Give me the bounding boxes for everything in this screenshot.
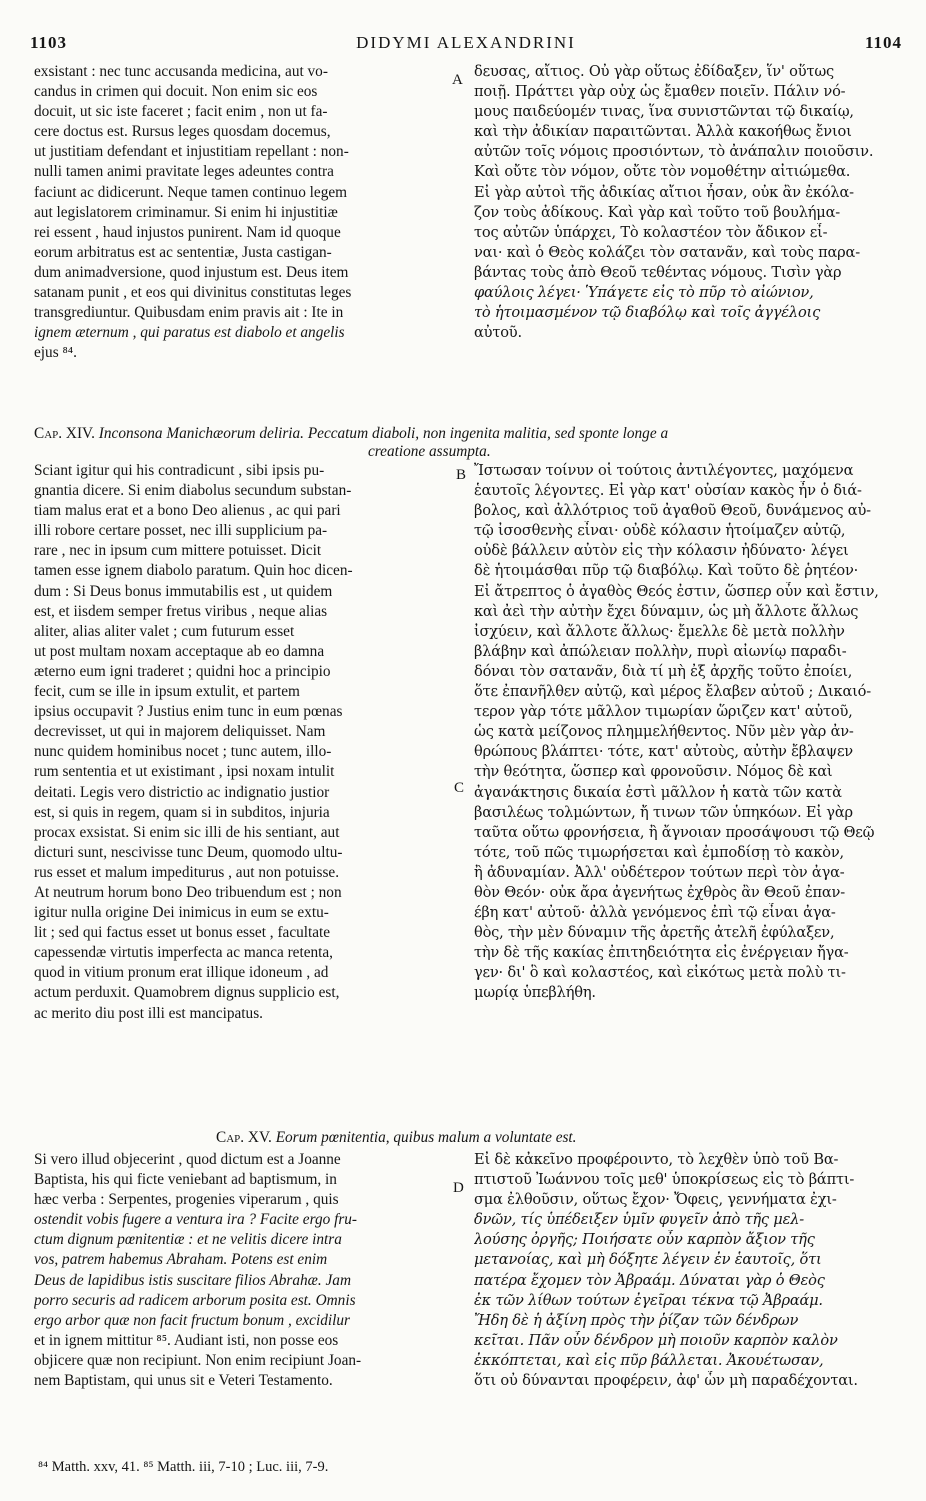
text-line: aut legislatorem criminamur. Si enim hi injustitiæ — [34, 203, 338, 221]
text-line: capessendæ virtutis imperfecta ac manca retenta, — [34, 944, 333, 962]
text-line: docuit, ut sic iste faceret ; facit enim , non ut fa- — [34, 103, 328, 121]
text-line: καὶ τὴν ἀδικίαν παραιτῶνται. Ἀλλὰ κακοήθως ἔνιοι — [474, 123, 852, 141]
text-line: est, si quis in regem, quam si in subditos, injuria — [34, 803, 330, 821]
text-line: αὐτοῦ. — [474, 324, 522, 342]
latin-column-section-d — [34, 1150, 446, 1391]
text-line: ἑαυτοῖς λέγοντες. Εἰ γὰρ κατ' οὐσίαν κακὸς ἦν ὁ διά- — [474, 482, 862, 500]
text-line: fecit, cum se ille in ipsum extulit, et partem — [34, 683, 300, 701]
text-line: hæc verba : Serpentes, progenies viperarum , quis — [34, 1191, 339, 1209]
text-line: nem Baptistam, qui unus sit e Veteri Testamento. — [34, 1372, 333, 1390]
text-line: θὸν Θεόν· οὐκ ἄρα ἀγενήτως ἐχθρὸς ἂν Θεοῦ ἐπαν- — [474, 883, 845, 901]
chapter-title: Eorum pœnitentia, quibus malum a voluntate est. — [275, 1129, 577, 1146]
text-line: πατέρα ἔχομεν τὸν Ἀβραάμ. Δύναται γὰρ ὁ Θεὸς — [474, 1271, 825, 1289]
text-line: candus in crimen qui docuit. Non enim sic eos — [34, 83, 318, 101]
text-line: objicere quæ non recipiunt. Non enim recipiunt Joan- — [34, 1351, 362, 1369]
text-line: βάντας τοὺς ἀπὸ Θεοῦ τεθέντας νόμους. Τισὶν γὰρ — [474, 263, 842, 281]
text-line: porro securis ad radicem arborum posita est. Omnis — [34, 1291, 356, 1309]
text-line: καὶ ἀεὶ τὴν αὐτὴν ἔχει δύναμιν, ὡς μὴ ἄλλοτε ἄλλως — [474, 602, 859, 620]
text-line: aliter, alias aliter valet ; cum futurum esset — [34, 622, 295, 640]
text-line: illi robore certare posset, nec illi supplicium pa- — [34, 522, 328, 540]
chapter-number: Cap. XV. — [216, 1129, 272, 1146]
text-line: μους παιδεύομέν τινας, ἵνα συνιστῶνται τῷ δικαίῳ, — [474, 103, 854, 121]
text-line: At neutrum horum bono Deo tribuendum est ; non — [34, 883, 342, 901]
text-line: μετανοίας, καὶ μὴ δόξητε λέγειν ἐν ἑαυτοῖς, ὅτι — [474, 1251, 822, 1269]
text-line: Εἰ δὲ κἀκεῖνο προφέροιντο, τὸ λεχθὲν ὑπὸ τοῦ Βα- — [474, 1151, 839, 1168]
text-line: rus esset et malum impediturus , aut non potuisse. — [34, 863, 340, 881]
text-line: gnantia dicere. Si enim diabolus secundum substan- — [34, 482, 352, 500]
text-line: igitur nulla origine Dei inimicus in eum se extu- — [34, 904, 329, 922]
text-line: ἐκ τῶν λίθων τούτων ἐγεῖραι τέκνα τῷ Ἀβραάμ. — [474, 1291, 823, 1309]
page-number-left: 1103 — [30, 33, 68, 52]
text-line: πτιστοῦ Ἰωάννου τοῖς μεθ' ὑποκρίσεως εἰς τὸ βάπτι- — [474, 1171, 855, 1189]
text-line: έβη κατ' αὐτοῦ· ἀλλὰ γενόμενος ἐπὶ τῷ εἶναι ἀγα- — [474, 904, 836, 922]
text-line: σμα ἐλθοῦσιν, οὕτως ἔχον· Ὄφεις, γεννήματα ἐχι- — [474, 1191, 837, 1209]
text-line: τότε, τοῦ πῶς τιμωρήσεται καὶ ἐμποδίσῃ τὸ κακὸν, — [474, 843, 844, 861]
text-line: lit ; sed qui factus esset ut bonus esset , facultate — [34, 924, 331, 942]
text-line: rum sententia et ut existimant , ipsi noxam intulit — [34, 763, 335, 781]
text-line: rei essent , haud injustos punirent. Nam id quoque — [34, 223, 341, 241]
text-line: Ἤδη δὲ ἡ ἀξίνη πρὸς τὴν ῥίζαν τῶν δένδρων — [474, 1311, 799, 1329]
text-line: Εἰ γὰρ αὐτοὶ τῆς ἀδικίας αἴτιοι ἦσαν, οὐκ ἂν ἐκόλα- — [474, 183, 854, 201]
chapter-title-continued: creatione assumpta. — [368, 443, 491, 460]
text-line: τὸ ἡτοιμασμένον τῷ διαβόλῳ καὶ τοῖς ἀγγέλοις — [474, 304, 821, 322]
text-line: Deus de lapidibus istis suscitare filios Abrahæ. Jam — [34, 1271, 351, 1289]
latin-column-section-b — [34, 461, 446, 1024]
text-line: vos, patrem habemus Abraham. Potens est enim — [34, 1251, 328, 1269]
text-line: ostendit vobis fugere a ventura ira ? Facite ergo fru- — [34, 1211, 358, 1229]
text-line: βασιλέως τολμώντων, ἤ τινων τῶν ὑπηκόων. Εἰ γὰρ — [474, 803, 853, 821]
text-line: dum : Si Deus bonus immutabilis est , ut quidem — [34, 582, 333, 600]
section-marker-b: B — [456, 467, 467, 483]
text-line: ποιῇ. Πράττει γὰρ οὐχ ὡς ἔμαθεν ποιεῖν. Πάλιν νό- — [474, 83, 846, 101]
text-line: ὡς κατὰ μείζονος πλημμελήθεντος. Νῦν μὲν γὰρ ἀν- — [474, 723, 854, 741]
chapter-number: Cap. XIV. — [34, 425, 95, 442]
text-line: δευσας, αἴτιος. Οὐ γὰρ οὕτως ἐδίδαξεν, ἵν' οὕτως — [474, 63, 834, 80]
chapter-heading-14-continued — [368, 442, 491, 461]
text-line: ἀγανάκτησις δικαία ἐστὶ μᾶλλον ἡ κατὰ τῶν κατὰ — [474, 783, 842, 801]
section-marker-a: A — [452, 72, 463, 88]
text-line: ut post multam noxam acceptaque ab eo damna — [34, 642, 325, 660]
text-line: actum perduxit. Quamobrem dignus supplicio est, — [34, 984, 340, 1002]
text-line: οὐδὲ βάλλειν αὐτὸν εἰς τὴν κόλασιν ἠδύνατο· λέγει — [474, 542, 849, 560]
text-line: ignem æternum , qui paratus est diabolo et angelis — [34, 324, 345, 342]
greek-column-section-d — [474, 1150, 904, 1391]
text-line: βολος, καὶ ἀλλότριος τοῦ ἀγαθοῦ Θεοῦ, δυνάμενος αὐ- — [474, 502, 871, 520]
text-line: et in ignem mittitur ⁸⁵. Audiant isti, non posse eos — [34, 1331, 339, 1349]
text-line: Sciant igitur qui his contradicunt , sibi ipsis pu- — [34, 462, 325, 479]
section-marker-c: C — [454, 780, 465, 796]
text-line: ζον τοὺς ἀδίκους. Καὶ γὰρ καὶ τοῦτο τοῦ βουλήμα- — [474, 203, 840, 221]
text-line: dicturi sunt, nescivisse tunc Deum, quomodo ultu- — [34, 843, 343, 861]
text-line: procax exsistat. Si enim sic illi de his sentiant, aut — [34, 823, 340, 841]
section-marker-d: D — [453, 1180, 464, 1196]
text-line: φαύλοις λέγει· Ὑπάγετε εἰς τὸ πῦρ τὸ αἰώνιον, — [474, 284, 814, 302]
text-line: Si vero illud objecerint , quod dictum est a Joanne — [34, 1151, 341, 1168]
text-line: δόναι τὸν σατανᾶν, διὰ τί μὴ ἐξ ἀρχῆς τοῦτο ἐποίει, — [474, 662, 853, 680]
text-line: ναι· καὶ ὁ Θεὸς κολάζει τὸν σατανᾶν, καὶ τοὺς παρα- — [474, 243, 860, 261]
text-line: nulli tamen animi pravitate leges adeuntes contra — [34, 163, 334, 181]
text-line: θὸς, τὴν μὲν δύναμιν τῆς ἀρετῆς ἀτελῆ ἐφύλαξεν, — [474, 924, 835, 942]
text-line: Baptista, his qui ficte veniebant ad baptismum, in — [34, 1171, 337, 1189]
text-line: γεν· δι' ὃ καὶ κολαστέος, καὶ εἰκότως μετὰ πολὺ τι- — [474, 964, 846, 982]
text-line: æterno eum igni traderet ; quidni hoc a principio — [34, 662, 331, 680]
text-line: τερον γὰρ τότε μᾶλλον τιμωρίαν ὥριζεν κατ' αὐτοῦ, — [474, 703, 853, 721]
greek-column-section-a — [474, 62, 904, 343]
text-line: μωρίᾳ ὑπεβλήθη. — [474, 984, 596, 1002]
chapter-heading-15 — [216, 1128, 577, 1147]
text-line: θρώπους βλάπτει· τότε, κατ' αὐτοὺς, αὐτὴν ἔβλαψεν — [474, 743, 853, 761]
text-line: δνῶν, τίς ὑπέδειξεν ὑμῖν φυγεῖν ἀπὸ τῆς μελ- — [474, 1211, 804, 1229]
latin-column-section-a — [34, 62, 446, 363]
text-line: τὴν θεότητα, ὥσπερ καὶ φρονοῦσιν. Νόμος δὲ καὶ — [474, 763, 833, 781]
text-line: ctum dignum pœnitentiæ : et ne velitis dicere intra — [34, 1231, 342, 1249]
text-line: τῷ ἰσοσθενὴς εἶναι· οὐδὲ κόλασιν ἡτοίμαζεν αὐτῷ, — [474, 522, 846, 540]
text-line: ipsius occupavit ? Justius enim tunc in eum pœnas — [34, 703, 343, 721]
text-line: ejus ⁸⁴. — [34, 344, 77, 362]
text-line: τὴν δὲ τῆς κακίας ἐπιτηδειότητα εἰς ἐνέργειαν ἤγα- — [474, 944, 849, 962]
text-line: cere doctus est. Rursus leges quosdam docemus, — [34, 123, 331, 141]
text-line: tamen esse ignem diabolo paratum. Quin hoc dicen- — [34, 562, 353, 580]
text-line: τος αὐτῶν ὑπάρχει, Τὸ κολαστέον τὸν ἄδικον εἶ- — [474, 223, 828, 241]
text-line: ὅτε ἐπανῆλθεν αὐτῷ, καὶ μέρος ἔλαβεν αὐτοῦ ; Δικαιό- — [474, 683, 871, 701]
text-line: ac merito diu post illi est mancipatus. — [34, 1004, 263, 1022]
footnotes: ⁸⁴ Matth. xxv, 41. ⁸⁵ Matth. iii, 7-10 ; Luc. iii, 7-9. — [38, 1459, 329, 1475]
text-line: ergo arbor quæ non facit fructum bonum , excidilur — [34, 1311, 350, 1329]
text-line: nunc quidem hominibus nocet ; tunc autem, illo- — [34, 743, 332, 761]
text-line: ἢ ἀδυναμίαν. Ἀλλ' οὐδέτερον τούτων περὶ τὸν ἀγα- — [474, 863, 845, 881]
text-line: λούσης ὀργῆς; Ποιήσατε οὖν καρπὸν ἄξιον τῆς — [474, 1231, 815, 1249]
text-line: ταῦτα οὕτω φρονήσεια, ἢ ἄγνοιαν προσάψουσι τῷ Θεῷ — [474, 823, 875, 841]
text-line: ἐκκόπτεται, καὶ εἰς πῦρ βάλλεται. Ἀκουέτωσαν, — [474, 1351, 824, 1369]
greek-column-section-b — [474, 461, 904, 1004]
text-line: est, et iisdem semper fretus viribus , neque alias — [34, 602, 328, 620]
text-line: δὲ ἡτοιμάσθαι πῦρ τῷ διαβόλῳ. Καὶ τοῦτο δὲ ῥητέον· — [474, 562, 859, 580]
text-line: decrevisset, ut qui in majorem deliquisset. Nam — [34, 723, 326, 741]
text-line: quod in vitium pronum erat illique idoneum , ad — [34, 964, 329, 982]
text-line: exsistant : nec tunc accusanda medicina, aut vo- — [34, 63, 328, 80]
text-line: satanam punit , et eos qui divinitus constitutas leges — [34, 284, 352, 302]
page-number-right: 1104 — [864, 33, 902, 52]
text-line: Εἰ ἄτρεπτος ὁ ἀγαθὸς Θεός ἐστιν, ὥσπερ οὖν καὶ ἔστιν, — [474, 582, 879, 600]
text-line: transgrediuntur. Quibusdam enim pravis ait : Ite in — [34, 304, 344, 322]
text-line: deitati. Legis vero districtio ac indignatio justior — [34, 783, 330, 801]
running-title: DIDYMI ALEXANDRINI — [356, 33, 576, 52]
text-line: Καὶ οὔτε τὸν νόμον, οὔτε τὸν νομοθέτην αἰτιώμεθα. — [474, 163, 851, 181]
chapter-heading-14 — [34, 424, 668, 443]
text-line: κεῖται. Πᾶν οὖν δένδρον μὴ ποιοῦν καρπὸν καλὸν — [474, 1331, 838, 1349]
text-line: tiam malus erat et a bono Deo alienus , ac qui pari — [34, 502, 341, 520]
text-line: faciunt ac didicerunt. Neque tamen continuo legem — [34, 183, 348, 201]
text-line: rare , nec in ipsum cum mittere potuisset. Dicit — [34, 542, 322, 560]
text-line: Ἴστωσαν τοίνυν οἱ τούτοις ἀντιλέγοντες, μαχόμενα — [474, 462, 854, 479]
text-line: eorum arbitratus est ac sententiæ, Justa castigan- — [34, 243, 332, 261]
text-line: ἰσχύειν, καὶ ἄλλοτε ἄλλως· ἔμελλε δὲ μετὰ πολλὴν — [474, 622, 845, 640]
text-line: ut justitiam defendant et injustitiam repellant : non- — [34, 143, 349, 161]
text-line: βλάβην καὶ ἀπώλειαν πολλὴν, πυρὶ αἰωνίῳ παραδι- — [474, 642, 847, 660]
chapter-title: Inconsona Manichæorum deliria. Peccatum diaboli, non ingenita malitia, sed sponte longe a — [98, 425, 669, 442]
text-line: dum animadversione, quod injustum est. Deus item — [34, 263, 349, 281]
page-header — [30, 33, 902, 53]
text-line: ὅτι οὐ δύνανται προφέρειν, ἀφ' ὧν μὴ παραδέχονται. — [474, 1372, 858, 1390]
text-line: αὐτῶν τοῖς νόμοις προσιόντων, τὸ ἀνάπαλιν ποιοῦσιν. — [474, 143, 874, 161]
